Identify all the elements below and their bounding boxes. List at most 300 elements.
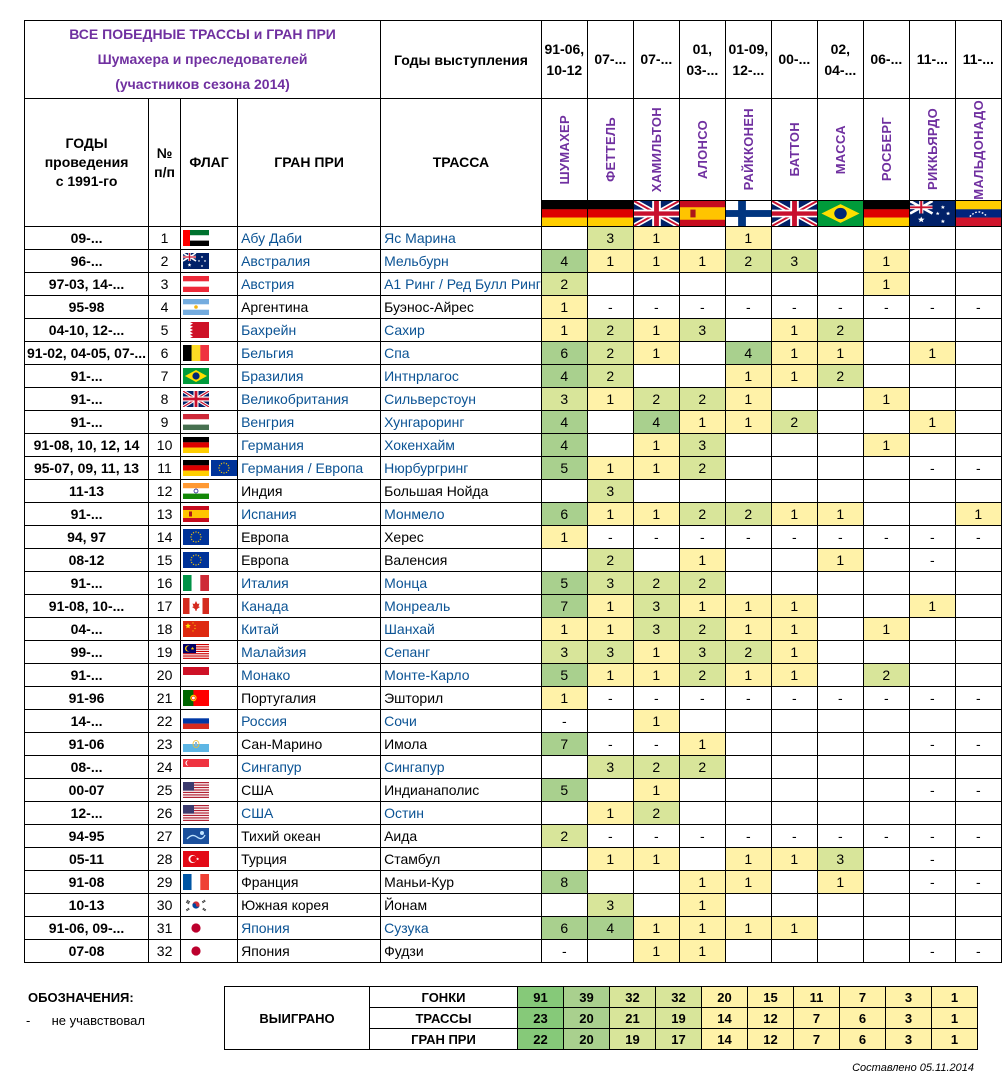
grand-prix-name: Германия / Европа (238, 457, 381, 480)
wins-cell: 1 (633, 319, 679, 342)
wins-cell: 3 (587, 227, 633, 250)
driver-name: ФЕТТЕЛЬ (602, 117, 618, 182)
grand-prix-name: Португалия (238, 687, 381, 710)
wins-cell: - (955, 296, 1001, 319)
wins-cell (817, 664, 863, 687)
row-number: 31 (149, 917, 181, 940)
wins-cell: 1 (633, 250, 679, 273)
race-years: 05-11 (25, 848, 149, 871)
grand-prix-name: Турция (238, 848, 381, 871)
grand-prix-name: Франция (238, 871, 381, 894)
wins-cell: - (633, 733, 679, 756)
flag-icon (183, 667, 209, 683)
flag-icon (183, 437, 209, 453)
wins-cell: - (725, 687, 771, 710)
wins-cell: 1 (587, 503, 633, 526)
wins-cell (817, 457, 863, 480)
wins-cell: - (771, 687, 817, 710)
summary-value: 1 (932, 1029, 978, 1050)
wins-cell (633, 871, 679, 894)
wins-cell: 1 (633, 940, 679, 963)
wins-cell: - (679, 825, 725, 848)
row-number: 11 (149, 457, 181, 480)
wins-cell: 1 (771, 664, 817, 687)
wins-cell (863, 779, 909, 802)
wins-cell (725, 802, 771, 825)
wins-cell (541, 894, 587, 917)
wins-cell: 1 (633, 848, 679, 871)
flag-icon (183, 253, 209, 269)
wins-cell: 1 (679, 733, 725, 756)
country-flag (181, 480, 238, 503)
driver-name: МАЛЬДОНАДО (970, 99, 986, 200)
summary-value: 22 (518, 1029, 564, 1050)
wins-cell: 1 (725, 664, 771, 687)
wins-cell: - (633, 825, 679, 848)
row-number: 5 (149, 319, 181, 342)
wins-cell (817, 572, 863, 595)
wins-cell (679, 802, 725, 825)
flag-icon (183, 874, 209, 890)
track-name: Имола (381, 733, 542, 756)
driver-flag-icon (542, 200, 587, 226)
table-row (25, 526, 1002, 549)
wins-cell: 2 (771, 411, 817, 434)
wins-cell: 1 (633, 342, 679, 365)
summary-value: 20 (564, 1008, 610, 1029)
wins-cell (771, 940, 817, 963)
flag-icon (183, 828, 209, 844)
wins-cell: 3 (679, 434, 725, 457)
wins-cell (633, 365, 679, 388)
summary-value: 14 (702, 1029, 748, 1050)
row-number: 24 (149, 756, 181, 779)
table-row (25, 480, 1002, 503)
wins-cell: - (725, 296, 771, 319)
grand-prix-name: Испания (238, 503, 381, 526)
country-flag (181, 526, 238, 549)
wins-cell: 1 (587, 802, 633, 825)
wins-cell (725, 434, 771, 457)
legend-dash-text: не учавствовал (51, 1013, 145, 1028)
wins-cell: 1 (633, 779, 679, 802)
wins-cell: 3 (633, 618, 679, 641)
race-years: 94, 97 (25, 526, 149, 549)
track-name: Монца (381, 572, 542, 595)
wins-cell (817, 710, 863, 733)
wins-cell (587, 273, 633, 296)
wins-cell (679, 365, 725, 388)
wins-cell: 4 (541, 434, 587, 457)
wins-cell (771, 756, 817, 779)
wins-cell: - (909, 733, 955, 756)
col-header-track: ТРАССА (381, 99, 542, 227)
wins-cell (817, 434, 863, 457)
flag-icon (183, 414, 209, 430)
grand-prix-name: Япония (238, 917, 381, 940)
wins-cell: 2 (587, 342, 633, 365)
wins-cell (817, 618, 863, 641)
race-years: 91-... (25, 572, 149, 595)
race-years: 91-... (25, 411, 149, 434)
flag-icon (183, 897, 209, 913)
wins-cell (955, 756, 1001, 779)
wins-cell: 1 (633, 664, 679, 687)
wins-cell: - (909, 825, 955, 848)
summary-label: ВЫИГРАНО (225, 987, 370, 1050)
wins-cell: 1 (863, 618, 909, 641)
wins-cell: 1 (725, 848, 771, 871)
driver-name: ШУМАХЕР (556, 114, 572, 185)
summary-value: 19 (610, 1029, 656, 1050)
wins-cell (771, 572, 817, 595)
wins-cell: 1 (679, 917, 725, 940)
wins-cell (541, 227, 587, 250)
wins-cell (817, 802, 863, 825)
table-row (25, 365, 1002, 388)
race-years: 08-... (25, 756, 149, 779)
legend-dash-line (26, 1013, 145, 1028)
wins-cell (909, 319, 955, 342)
wins-cell: - (679, 687, 725, 710)
wins-cell: - (679, 526, 725, 549)
row-number: 2 (149, 250, 181, 273)
race-years: 94-95 (25, 825, 149, 848)
wins-cell: - (725, 526, 771, 549)
grand-prix-name: Монако (238, 664, 381, 687)
wins-cell: 1 (909, 411, 955, 434)
wins-cell (817, 894, 863, 917)
country-flag (181, 296, 238, 319)
wins-cell (725, 756, 771, 779)
driver-years-1: 91-06, 10-12 (541, 21, 587, 99)
race-years: 91-... (25, 388, 149, 411)
grand-prix-name: Европа (238, 549, 381, 572)
grand-prix-name: Аргентина (238, 296, 381, 319)
driver-flag-icon (588, 200, 633, 226)
wins-cell: 1 (771, 618, 817, 641)
wins-cell: 2 (863, 664, 909, 687)
wins-cell: 2 (633, 388, 679, 411)
wins-cell: 1 (587, 595, 633, 618)
race-years: 96-... (25, 250, 149, 273)
flag-icon (183, 575, 209, 591)
wins-cell (909, 365, 955, 388)
wins-cell: 1 (633, 503, 679, 526)
race-years: 91-08, 10, 12, 14 (25, 434, 149, 457)
country-flag (181, 733, 238, 756)
driver-header-2 (587, 99, 633, 227)
flag-icon (183, 552, 209, 568)
col-header-number: № п/п (149, 99, 181, 227)
row-number: 22 (149, 710, 181, 733)
summary-value: 3 (886, 1008, 932, 1029)
wins-cell (771, 549, 817, 572)
country-flag (181, 434, 238, 457)
race-years: 99-... (25, 641, 149, 664)
wins-cell (587, 940, 633, 963)
track-name: Фудзи (381, 940, 542, 963)
track-name: Сильверстоун (381, 388, 542, 411)
wins-cell (817, 227, 863, 250)
driver-years-4: 01, 03-... (679, 21, 725, 99)
wins-cell: 4 (633, 411, 679, 434)
summary-row-label: ГОНКИ (370, 987, 518, 1008)
wins-cell (909, 480, 955, 503)
flag-icon (183, 322, 209, 338)
grand-prix-name: Россия (238, 710, 381, 733)
wins-cell: 1 (679, 411, 725, 434)
wins-cell (909, 756, 955, 779)
wins-cell (909, 503, 955, 526)
wins-cell (955, 802, 1001, 825)
summary-value: 20 (564, 1029, 610, 1050)
wins-cell (771, 802, 817, 825)
country-flag (181, 227, 238, 250)
race-years: 04-10, 12-... (25, 319, 149, 342)
track-name: Херес (381, 526, 542, 549)
wins-cell (725, 457, 771, 480)
table-row (25, 342, 1002, 365)
track-name: Индианаполис (381, 779, 542, 802)
wins-cell: - (771, 825, 817, 848)
summary-value: 14 (702, 1008, 748, 1029)
track-name: Валенсия (381, 549, 542, 572)
flag-icon (183, 805, 209, 821)
wins-cell (863, 457, 909, 480)
table-row (25, 917, 1002, 940)
country-flag (181, 802, 238, 825)
summary-value: 39 (564, 987, 610, 1008)
grand-prix-name: Абу Даби (238, 227, 381, 250)
flag-icon (183, 851, 209, 867)
row-number: 9 (149, 411, 181, 434)
country-flag (181, 319, 238, 342)
summary-row-label: ГРАН ПРИ (370, 1029, 518, 1050)
driver-header-10 (955, 99, 1001, 227)
wins-cell: 1 (587, 664, 633, 687)
wins-cell (955, 227, 1001, 250)
wins-cell: 1 (679, 940, 725, 963)
table-row (25, 664, 1002, 687)
wins-cell (725, 710, 771, 733)
grand-prix-name: Япония (238, 940, 381, 963)
wins-cell (817, 917, 863, 940)
wins-cell (909, 388, 955, 411)
flag-icon (183, 391, 209, 407)
grand-prix-name: Тихий океан (238, 825, 381, 848)
country-flag (181, 273, 238, 296)
table-row (25, 940, 1002, 963)
summary-value: 7 (794, 1029, 840, 1050)
wins-cell: 1 (633, 710, 679, 733)
country-flag (181, 250, 238, 273)
wins-cell (725, 480, 771, 503)
wins-cell: 1 (955, 503, 1001, 526)
wins-cell (955, 319, 1001, 342)
wins-cell (863, 871, 909, 894)
row-number: 29 (149, 871, 181, 894)
wins-cell: 4 (541, 365, 587, 388)
wins-cell: 1 (771, 319, 817, 342)
track-name: Маньи-Кур (381, 871, 542, 894)
country-flag (181, 549, 238, 572)
wins-cell: 1 (587, 250, 633, 273)
summary-value: 19 (656, 1008, 702, 1029)
wins-cell: 2 (541, 825, 587, 848)
wins-cell: 7 (541, 733, 587, 756)
row-number: 15 (149, 549, 181, 572)
wins-cell: - (955, 526, 1001, 549)
driver-flag-icon (956, 200, 1001, 226)
driver-header-8 (863, 99, 909, 227)
row-number: 17 (149, 595, 181, 618)
row-number: 18 (149, 618, 181, 641)
row-number: 26 (149, 802, 181, 825)
flag-icon (183, 690, 209, 706)
row-number: 27 (149, 825, 181, 848)
track-name: Монреаль (381, 595, 542, 618)
wins-cell (725, 572, 771, 595)
summary-table (224, 986, 978, 1050)
driver-header-9 (909, 99, 955, 227)
wins-cell (817, 940, 863, 963)
wins-cell: 2 (679, 664, 725, 687)
flag-icon (211, 460, 237, 476)
country-flag (181, 917, 238, 940)
grand-prix-name: Сан-Марино (238, 733, 381, 756)
race-years: 12-... (25, 802, 149, 825)
wins-cell (863, 802, 909, 825)
wins-cell (541, 756, 587, 779)
table-row (25, 871, 1002, 894)
race-years: 91-02, 04-05, 07-... (25, 342, 149, 365)
race-years: 91-08 (25, 871, 149, 894)
country-flag (181, 871, 238, 894)
title-line-2: Шумахера и преследователей (97, 51, 308, 67)
grand-prix-name: США (238, 779, 381, 802)
wins-cell: - (955, 825, 1001, 848)
driver-header-5 (725, 99, 771, 227)
wins-cell: 1 (725, 411, 771, 434)
wins-cell (863, 227, 909, 250)
flag-icon (183, 529, 209, 545)
country-flag (181, 503, 238, 526)
country-flag (181, 457, 238, 480)
wins-cell (771, 480, 817, 503)
wins-cell: - (587, 526, 633, 549)
wins-cell (909, 250, 955, 273)
wins-cell: 5 (541, 572, 587, 595)
wins-cell: 1 (725, 871, 771, 894)
summary-value: 1 (932, 1008, 978, 1029)
track-name: Сахир (381, 319, 542, 342)
row-number: 12 (149, 480, 181, 503)
driver-years-10: 11-... (955, 21, 1001, 99)
wins-cell: 1 (633, 457, 679, 480)
wins-cell (863, 641, 909, 664)
driver-header-7 (817, 99, 863, 227)
wins-cell: 1 (725, 365, 771, 388)
wins-cell: 1 (771, 848, 817, 871)
table-row (25, 411, 1002, 434)
table-row (25, 296, 1002, 319)
race-years: 11-13 (25, 480, 149, 503)
wins-cell: 1 (541, 319, 587, 342)
wins-cell: 1 (633, 641, 679, 664)
wins-cell: 2 (587, 549, 633, 572)
wins-cell (679, 779, 725, 802)
track-name: Йонам (381, 894, 542, 917)
grand-prix-name: Канада (238, 595, 381, 618)
wins-cell: 2 (679, 756, 725, 779)
wins-cell: 3 (587, 480, 633, 503)
wins-cell: - (909, 940, 955, 963)
wins-cell: - (817, 526, 863, 549)
driver-flag-icon (818, 200, 863, 226)
driver-header-4 (679, 99, 725, 227)
wins-cell: 6 (541, 342, 587, 365)
summary-value: 32 (656, 987, 702, 1008)
table-row (25, 710, 1002, 733)
table-row (25, 779, 1002, 802)
driver-years-9: 11-... (909, 21, 955, 99)
wins-cell: 2 (541, 273, 587, 296)
track-name: Сепанг (381, 641, 542, 664)
wins-cell: 3 (679, 641, 725, 664)
wins-cell: 1 (587, 388, 633, 411)
wins-cell (679, 848, 725, 871)
wins-cell: - (633, 296, 679, 319)
wins-cell: 1 (587, 618, 633, 641)
wins-cell (725, 779, 771, 802)
wins-cell: - (909, 687, 955, 710)
wins-cell (863, 411, 909, 434)
country-flag (181, 572, 238, 595)
wins-cell: 3 (587, 894, 633, 917)
row-number: 4 (149, 296, 181, 319)
wins-cell (679, 480, 725, 503)
wins-cell (955, 710, 1001, 733)
wins-cell: - (817, 825, 863, 848)
wins-cell (771, 710, 817, 733)
summary-value: 12 (748, 1029, 794, 1050)
summary-row (225, 987, 978, 1008)
wins-cell: - (771, 296, 817, 319)
driver-flag-icon (910, 200, 955, 226)
row-number: 8 (149, 388, 181, 411)
track-name: Монте-Карло (381, 664, 542, 687)
wins-cell: 3 (541, 641, 587, 664)
wins-cell (863, 342, 909, 365)
grand-prix-name: Австрия (238, 273, 381, 296)
wins-cell (955, 848, 1001, 871)
wins-cell: 2 (679, 457, 725, 480)
wins-cell: - (909, 848, 955, 871)
race-years: 14-... (25, 710, 149, 733)
table-row (25, 227, 1002, 250)
wins-cell (863, 848, 909, 871)
flag-icon (183, 920, 209, 936)
wins-cell (863, 319, 909, 342)
row-number: 23 (149, 733, 181, 756)
wins-cell: 2 (679, 503, 725, 526)
wins-cell (771, 227, 817, 250)
wins-cell: 1 (725, 595, 771, 618)
wins-cell (909, 802, 955, 825)
table-row (25, 572, 1002, 595)
driver-flag-icon (772, 200, 817, 226)
